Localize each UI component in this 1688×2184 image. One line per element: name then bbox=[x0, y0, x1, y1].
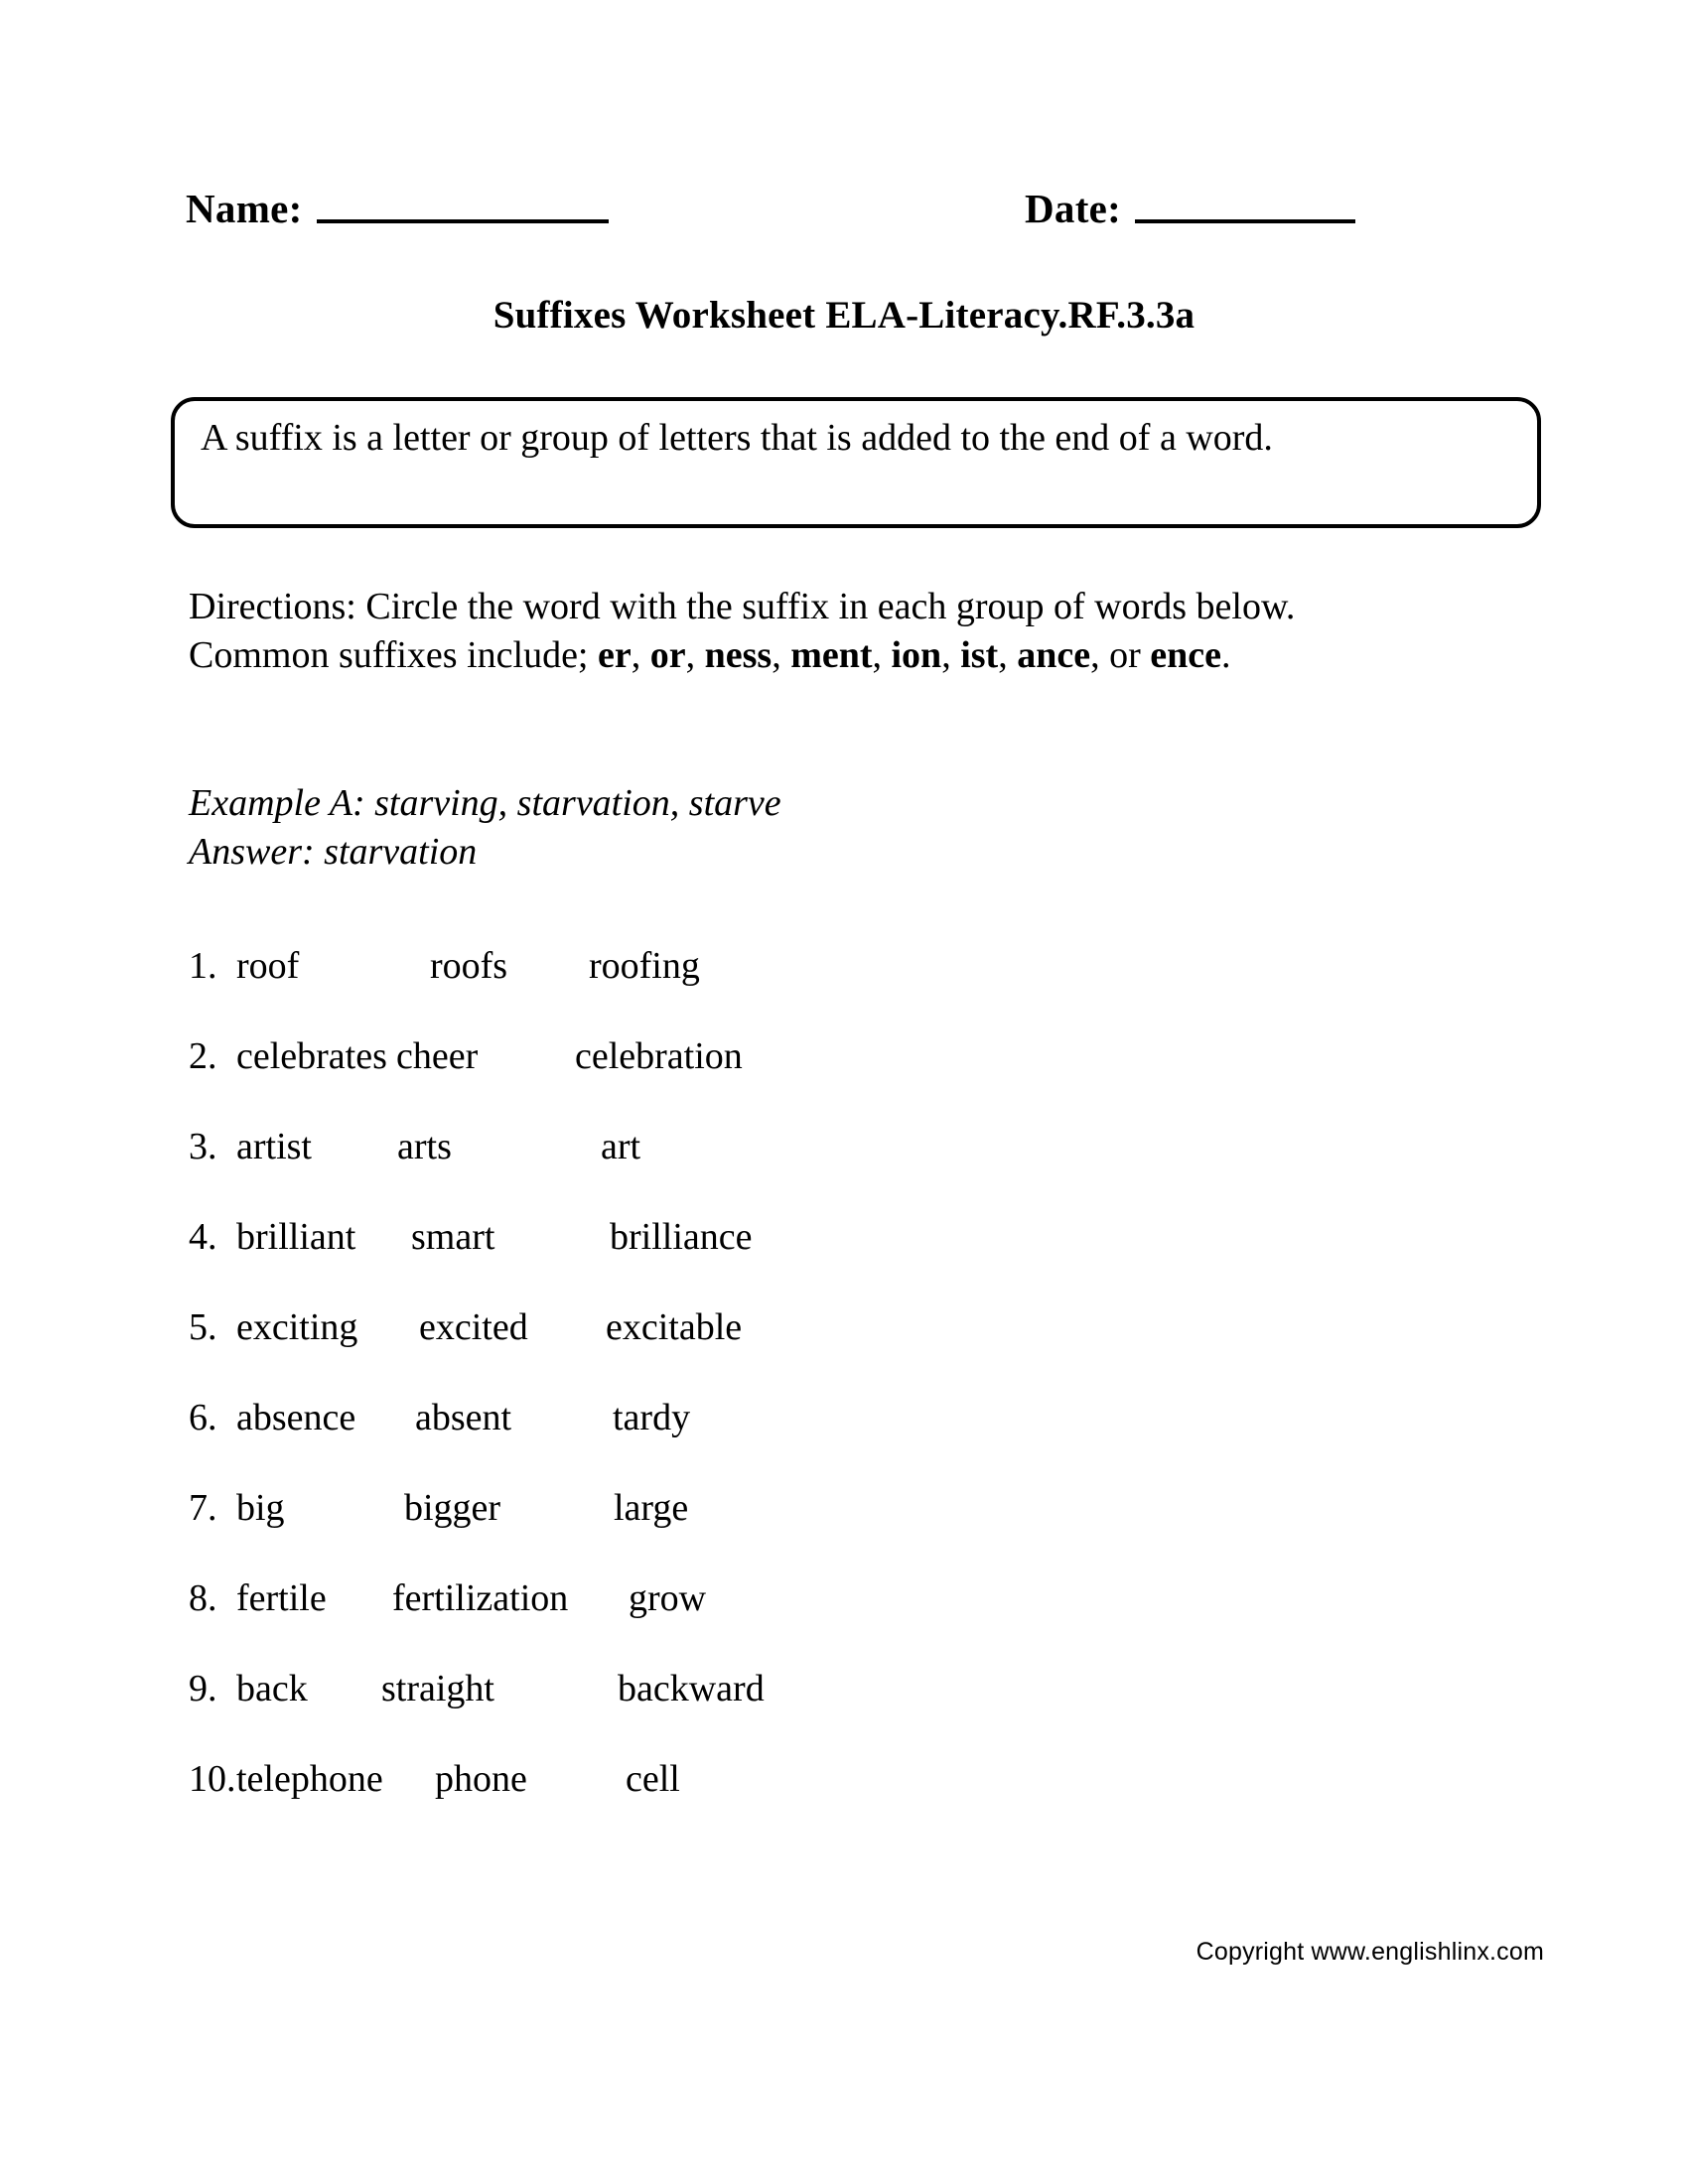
question-row bbox=[189, 1734, 1479, 1825]
word-option[interactable]: straight bbox=[381, 1668, 494, 1709]
question-row bbox=[189, 1283, 1479, 1373]
name-label: Name: bbox=[186, 186, 303, 231]
word-option[interactable]: celebration bbox=[575, 1035, 743, 1077]
definition-text: A suffix is a letter or group of letters that is added to the end of a word. bbox=[201, 417, 1273, 459]
suffix-term: ence bbox=[1150, 633, 1221, 676]
question-row bbox=[189, 1373, 1479, 1463]
example-block bbox=[189, 779, 1380, 878]
word-option[interactable]: roofing bbox=[589, 945, 700, 987]
suffix-term: ance bbox=[1017, 633, 1091, 676]
copyright-notice: Copyright www.englishlinx.com bbox=[1196, 1938, 1544, 1966]
word-option[interactable]: cheer bbox=[396, 1035, 479, 1077]
suffix-term: ness bbox=[704, 633, 773, 676]
word-option[interactable]: exciting bbox=[236, 1306, 358, 1348]
definition-callout bbox=[171, 397, 1541, 528]
question-number: 3. bbox=[189, 1126, 217, 1167]
word-option[interactable]: large bbox=[614, 1487, 689, 1529]
directions-text bbox=[189, 583, 1430, 679]
word-option[interactable]: absence bbox=[236, 1397, 356, 1438]
word-option[interactable]: fertile bbox=[236, 1577, 327, 1619]
name-field[interactable] bbox=[186, 186, 609, 231]
word-option[interactable]: bigger bbox=[404, 1487, 501, 1529]
question-list bbox=[189, 921, 1479, 1825]
date-label: Date: bbox=[1025, 186, 1122, 231]
question-row bbox=[189, 1644, 1479, 1734]
example-answer: Answer: starvation bbox=[189, 831, 478, 874]
word-option[interactable]: telephone bbox=[236, 1758, 383, 1800]
word-option[interactable]: excitable bbox=[606, 1306, 743, 1348]
word-option[interactable]: back bbox=[236, 1668, 308, 1709]
suffix-term: ment bbox=[790, 633, 873, 676]
name-date-row bbox=[0, 186, 1688, 268]
question-number: 1. bbox=[189, 945, 217, 987]
word-option[interactable]: cell bbox=[626, 1758, 680, 1800]
date-input-rule[interactable] bbox=[1135, 219, 1355, 223]
suffix-term: er bbox=[598, 633, 632, 676]
question-row bbox=[189, 1554, 1479, 1644]
question-number: 5. bbox=[189, 1306, 217, 1348]
date-field[interactable] bbox=[1025, 186, 1355, 231]
word-option[interactable]: phone bbox=[435, 1758, 527, 1800]
word-option[interactable]: brilliant bbox=[236, 1216, 356, 1258]
question-number: 6. bbox=[189, 1397, 217, 1438]
word-option[interactable]: backward bbox=[618, 1668, 765, 1709]
word-option[interactable]: artist bbox=[236, 1126, 312, 1167]
suffix-term: ist bbox=[960, 633, 999, 676]
question-row bbox=[189, 1012, 1479, 1102]
word-option[interactable]: celebrates bbox=[236, 1035, 387, 1077]
word-option[interactable]: brilliance bbox=[610, 1216, 753, 1258]
question-number: 9. bbox=[189, 1668, 217, 1709]
question-row bbox=[189, 921, 1479, 1012]
word-option[interactable]: arts bbox=[397, 1126, 452, 1167]
word-option[interactable]: absent bbox=[415, 1397, 512, 1438]
directions-tail: . bbox=[1220, 633, 1231, 676]
example-prompt: Example A: starving, starvation, starve bbox=[189, 782, 781, 824]
directions-suffix-list: er, or, ness, ment, ion, ist, ance, or ence bbox=[598, 633, 1221, 676]
question-row bbox=[189, 1463, 1479, 1554]
suffix-term: ion bbox=[891, 633, 942, 676]
question-number: 4. bbox=[189, 1216, 217, 1258]
directions-lead: Directions: Circle the word with the suffix in each group of words below. Common suffixes include; bbox=[189, 586, 1296, 676]
suffix-term: or bbox=[649, 633, 686, 676]
word-option[interactable]: big bbox=[236, 1487, 285, 1529]
word-option[interactable]: roof bbox=[236, 945, 300, 987]
question-row bbox=[189, 1102, 1479, 1192]
page-title: Suffixes Worksheet ELA-Literacy.RF.3.3a bbox=[492, 294, 1196, 337]
question-number: 8. bbox=[189, 1577, 217, 1619]
word-option[interactable]: smart bbox=[411, 1216, 495, 1258]
question-row bbox=[189, 1192, 1479, 1283]
word-option[interactable]: grow bbox=[629, 1577, 707, 1619]
word-option[interactable]: fertilization bbox=[392, 1577, 569, 1619]
word-option[interactable]: tardy bbox=[613, 1397, 691, 1438]
word-option[interactable]: excited bbox=[419, 1306, 528, 1348]
question-number: 2. bbox=[189, 1035, 217, 1077]
question-number: 7. bbox=[189, 1487, 217, 1529]
word-option[interactable]: roofs bbox=[430, 945, 508, 987]
name-input-rule[interactable] bbox=[317, 219, 609, 223]
word-option[interactable]: art bbox=[601, 1126, 641, 1167]
question-number: 10. bbox=[189, 1758, 236, 1800]
